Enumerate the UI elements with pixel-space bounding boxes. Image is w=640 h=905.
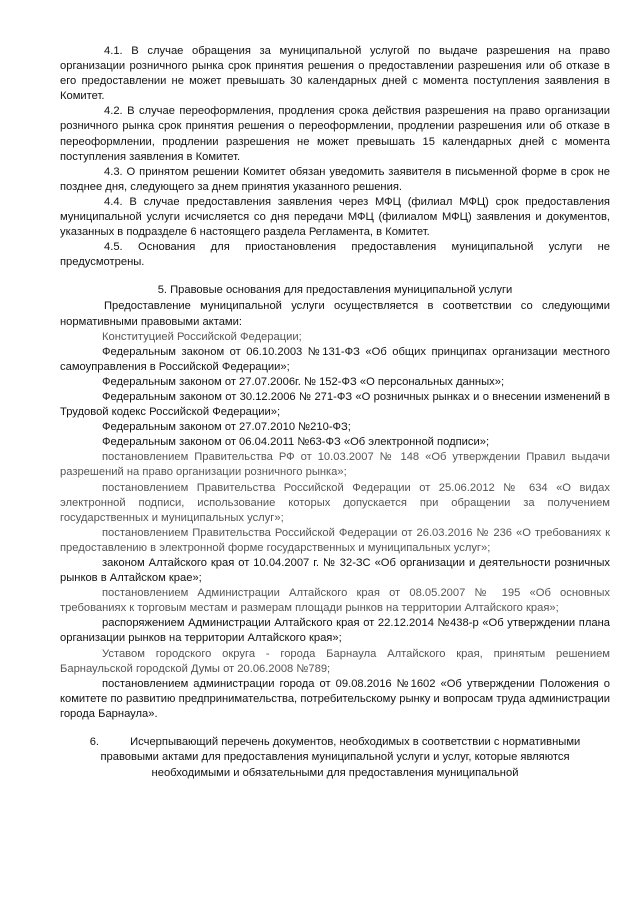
legal-act-pa-195: постановлением Администрации Алтайского края от 08.05.2007 № 195 «Об основных требованиях к торговым местам и размерам площади рынков на территории Алтайского края»; — [60, 587, 610, 615]
legal-act-ra-438: распоряжением Администрации Алтайского края от 22.12.2014 №438-р «Об утверждении плана организации рынков на территории Алтайского края»; — [60, 617, 610, 645]
legal-act-pp-148: постановлением Правительства РФ от 10.03.2007 № 148 «Об утверждении Правил выдачи разрешений на право организации розничного рынка»; — [60, 451, 610, 479]
paragraph-4-2: 4.2. В случае переоформления, продления срока действия разрешения на право организации розничного рынка срок принятия решения о переоформлении, продлении разрешения или об отказе в переоформлении, продлении разрешения не может превышать 15 календарных дней с момента поступления заявления в Комитет. — [60, 105, 610, 163]
section-5-intro: Предоставление муниципальной услуги осуществляется в соответствии со следующими нормативными правовыми актами: — [60, 300, 610, 328]
section-5-heading: 5. Правовые основания для предоставления муниципальной услуги — [157, 284, 513, 297]
legal-act-pa-1602: постановлением администрации города от 09.08.2016 №1602 «Об утверждении Положения о комитете по развитию предпринимательства, потребительскому рынку и вопросам труда администрации города Барнаула». — [60, 677, 610, 720]
paragraph-4-1: 4.1. В случае обращения за муниципальной услугой по выдаче разрешения на право организации розничного рынка срок принятия решения о предоставлении разрешения или об отказе в его предоставлении не может превышать 30 календарных дней с момента поступления заявления в Комитет. — [60, 45, 610, 103]
section-spacer — [60, 722, 610, 735]
section-6-heading — [60, 735, 610, 781]
paragraph-4-3: 4.3. О принятом решении Комитет обязан уведомить заявителя в письменной форме в срок не позднее дня, следующего за днем принятия указанного решения. — [60, 165, 610, 193]
legal-act-city-charter: Уставом городского округа - города Барнаула Алтайского края, принятым решением Барнаульской городской Думы от 20.06.2008 №789; — [60, 647, 610, 675]
paragraph-4-5: 4.5. Основания для приостановления предоставления муниципальной услуги не предусмотрены. — [60, 241, 610, 269]
paragraph-4-4: 4.4. В случае предоставления заявления через МФЦ (филиал МФЦ) срок предоставления муниципальной услуги исчисляется со дня передачи МФЦ (филиалом МФЦ) заявления и документов, указанных в подразделе 6 настоящего раздела Регламента, в Комитет. — [60, 195, 610, 239]
legal-act-fz-63: Федеральным законом от 06.04.2011 №63-ФЗ «Об электронной подписи»; — [102, 436, 490, 449]
legal-act-pp-236: постановлением Правительства Российской Федерации от 26.03.2016 № 236 «О требованиях к предоставлению в электронной форме государственных и муниципальных услуг»; — [60, 526, 610, 554]
legal-act-constitution: Конституцией Российской Федерации; — [102, 330, 302, 343]
legal-act-fz-131: Федеральным законом от 06.10.2003 №131-ФЗ «Об общих принципах организации местного самоуправления в Российской Федерации»; — [60, 345, 610, 373]
legal-act-fz-210: Федеральным законом от 27.07.2010 №210-ФЗ; — [102, 421, 351, 434]
document-page — [60, 44, 610, 781]
legal-act-pp-634: постановлением Правительства Российской Федерации от 25.06.2012 № 634 «О видах электронной подписи, использование которых допускается при обращении за получением государственных и муниципальных услуг»; — [60, 481, 610, 524]
legal-act-fz-152: Федеральным законом от 27.07.2006г. № 152-ФЗ «О персональных данных»; — [102, 375, 505, 388]
legal-act-fz-271: Федеральным законом от 30.12.2006 № 271-ФЗ «О розничных рынках и о внесении изменений в Трудовой кодекс Российской Федерации»; — [60, 390, 610, 419]
section-6-number: 6. — [89, 736, 100, 749]
section-6-text: Исчерпывающий перечень документов, необходимых в соответствии с нормативными правовыми актами для предоставления муниципальной услуги и услуг, которые являются необходимыми и обязательными для предоставления муниципальной — [100, 736, 581, 779]
section-spacer — [60, 270, 610, 283]
legal-act-zs-32: законом Алтайского края от 10.04.2007 г. № 32-ЗС «Об организации и деятельности розничных рынков в Алтайском крае»; — [60, 557, 610, 585]
